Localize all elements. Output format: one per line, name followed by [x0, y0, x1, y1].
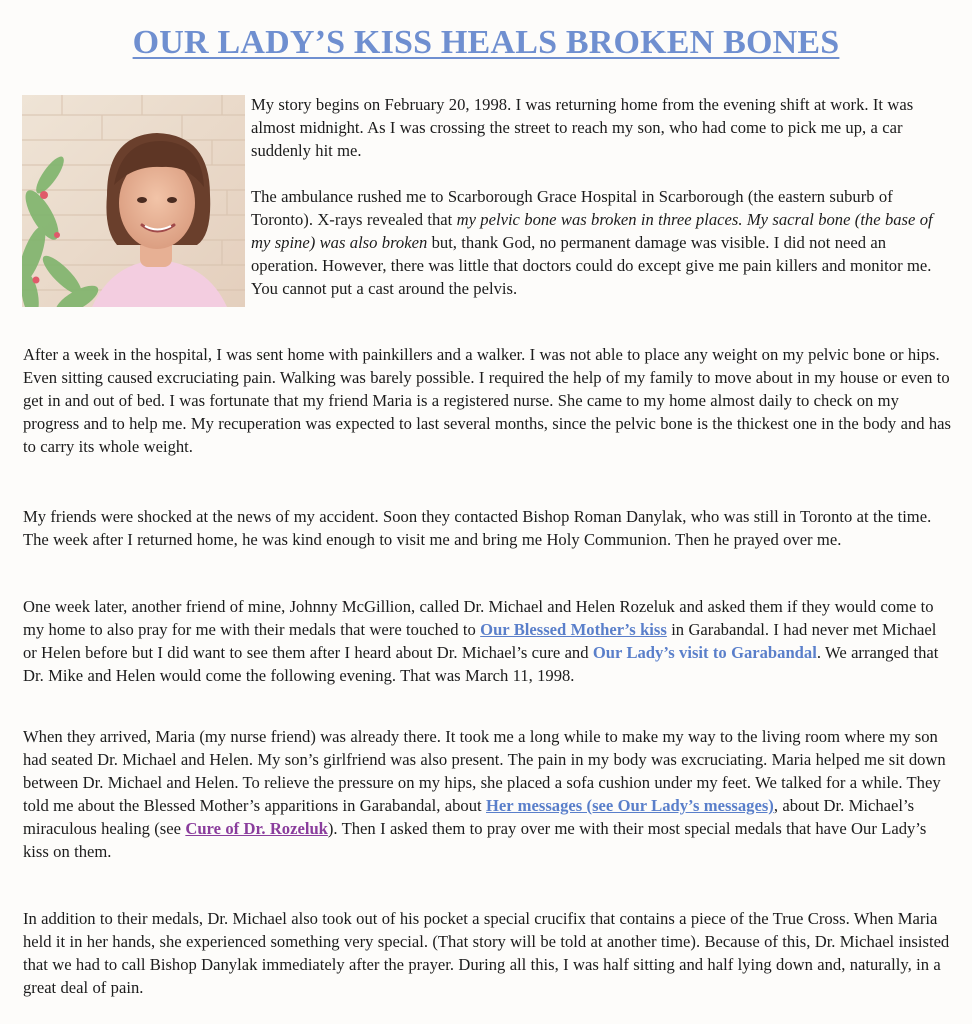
paragraph-1: My story begins on February 20, 1998. I was returning home from the evening shift at work. It was almost midnight. As I was crossing the street to reach my son, who had come to pick me up, a car suddenly hit me.	[251, 95, 914, 160]
paragraph-5-text-b: in Garabandal. I had never met Michael or Helen before but I did want to see them after I heard about Dr. Michael’s cure and	[23, 620, 937, 662]
paragraph-2-text-c: but, thank God, no permanent damage was visible. I did not need an operation. However, there was little that doctors could do except give me pain killers and monitor me. You cannot put a cast around the pelvis.	[251, 233, 932, 298]
portrait-image	[22, 95, 245, 307]
paragraph-3: After a week in the hospital, I was sent home with painkillers and a walker. I was not able to place any weight on my pelvic bone or hips. Even sitting caused excruciating pain. Walking was barely possible. I required the help of my family to move about in my house or even to get in and out of bed. I was fortunate that my friend Maria is a registered nurse. She came to my home almost daily to check on my progress and to help me. My recuperation was expected to last several months, since the pelvic bone is the thickest one in the body and has to carry its whole weight.	[23, 345, 952, 456]
portrait-photo	[22, 95, 245, 307]
paragraph-5-text-c: . We arranged that Dr. Mike and Helen would come the following evening. That was March 11, 1998.	[23, 643, 939, 685]
our-blessed-mothers-kiss-link[interactable]: Our Blessed Mother’s kiss	[480, 620, 667, 639]
paragraph-2-text-a: The ambulance rushed me to Scarborough Grace Hospital in Scarborough (the eastern suburb of Toronto). X-rays revealed that	[251, 187, 893, 229]
paragraph-6-text-a: When they arrived, Maria (my nurse friend) was already there. It took me a long while to make my way to the living room where my son had seated Dr. Michael and Helen. My son’s girlfriend was also present. The pain in my body was excruciating. Maria helped me sit down between Dr. Michael and Helen. To relieve the pressure on my hips, she placed a sofa cushion under my feet. We talked for a while. They told me about the Blessed Mother’s apparitions in Garabandal, about	[23, 727, 946, 815]
her-messages-link[interactable]: Her messages (see Our Lady’s messages)	[486, 796, 774, 815]
cure-of-dr-rozeluk-link[interactable]: Cure of Dr. Rozeluk	[185, 819, 328, 838]
paragraph-4: My friends were shocked at the news of my accident. Soon they contacted Bishop Roman Danylak, who was still in Toronto at the time. The week after I returned home, he was kind enough to visit me and bring me Holy Communion. Then he prayed over me.	[23, 507, 932, 549]
paragraph-5-text-a: One week later, another friend of mine, Johnny McGillion, called Dr. Michael and Helen Rozeluk and asked them if they would come to my home to also pray for me with their medals that were touched to	[23, 597, 934, 639]
page-title: OUR LADY’S KISS HEALS BROKEN BONES	[132, 24, 840, 61]
paragraph-6-text-b: , about Dr. Michael’s miraculous healing (see	[23, 796, 915, 838]
paragraph-2-emphasis: my pelvic bone was broken in three places. My sacral bone (the base of my spine) was also broken	[251, 210, 933, 252]
paragraph-6-text-c: ). Then I asked them to pray over me with their most special medals that have Our Lady’s kiss on them.	[23, 819, 927, 861]
paragraph-5	[23, 595, 951, 687]
paragraph-2	[251, 185, 951, 300]
paragraph-6	[23, 725, 951, 863]
our-ladys-visit-link[interactable]: Our Lady’s visit to Garabandal	[592, 643, 817, 662]
paragraph-7: In addition to their medals, Dr. Michael also took out of his pocket a special crucifix that contains a piece of the True Cross. When Maria held it in her hands, she experienced something very special. (That story will be told at another time). Because of this, Dr. Michael insisted that we had to call Bishop Danylak immediately after the prayer. During all this, I was half sitting and half lying down and, naturally, in a great deal of pain.	[23, 909, 950, 997]
